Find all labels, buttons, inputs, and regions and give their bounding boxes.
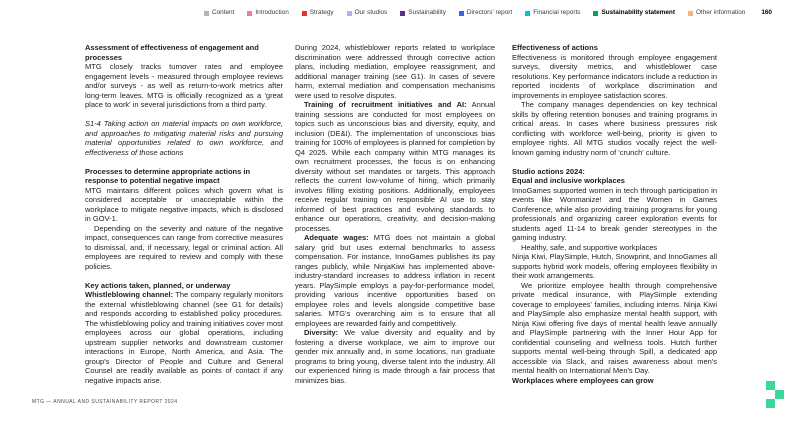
column-2 xyxy=(295,43,495,385)
nav-item-sustainability[interactable] xyxy=(400,9,446,17)
nav-item-label: Sustainability statement xyxy=(601,9,675,16)
paragraph-text: The company regularly monitors the external whistleblowing channel (see G1 for details) and responds according to established policy procedures. The whistleblowing policy and training initiatives cover most employees across our global operations, including upstream supplier networks and downstream customer interactions in Europe, North America, and Asia. The group's Director of People and Culture and General Counsel are readily available as points of contact if any negative impacts arise. xyxy=(85,290,284,385)
run-in-heading: Whistleblowing channel: xyxy=(85,290,174,299)
sustainability-statement-color-square xyxy=(593,11,598,16)
paragraph: Ninja Kiwi, PlaySimple, Hutch, Snowprint, and InnoGames all supports hybrid work models, offering employees flexibility in their work arrangements. xyxy=(512,252,717,280)
sub-heading: Equal and inclusive workplaces xyxy=(512,176,625,185)
nav-item-introduction[interactable] xyxy=(247,9,288,17)
directors-report-color-square xyxy=(459,11,464,16)
paragraph-text: We value diversity and equality and by fostering a diverse workplace, we aim to improve our gender mix annually and, in some locations, run graduate programs to bring young, diverse talent into the industry. All our experienced hiring is made through a fair process that minimizes bias. xyxy=(295,328,495,385)
nav-item-directors-report[interactable] xyxy=(459,9,512,17)
nav-item-label: Our studios xyxy=(354,9,388,16)
paragraph xyxy=(295,100,495,233)
nav-item-content[interactable] xyxy=(204,9,234,17)
section-heading: Assessment of effectiveness of engagement and processes xyxy=(85,43,259,62)
column-1 xyxy=(85,43,283,385)
nav-item-our-studios[interactable] xyxy=(347,9,388,17)
paragraph: MTG maintains different polices which govern what is considered acceptable or unacceptable within the workplace to mitigate negative impacts, which is disclosed in GOV-1. xyxy=(85,185,283,223)
introduction-color-square xyxy=(247,11,252,16)
paragraph xyxy=(85,290,283,385)
nav-item-other-information[interactable] xyxy=(688,9,745,17)
esrs-reference-note: S1-4 Taking action on material impacts on own workforce, and approaches to mitigating material risks and pursuing material opportunities related to own workforce, and effectiveness of those actions xyxy=(85,119,283,157)
mtg-pixel-logo xyxy=(766,381,784,408)
paragraph: Effectiveness is monitored through employee engagement surveys, diversity metrics, and whistleblower case resolutions. Key performance indicators include a reduction in reported incidents of workplace discrimination and improvements in employee satisfaction scores. xyxy=(512,52,717,100)
logo-pixel xyxy=(766,399,775,408)
nav-item-financial-reports[interactable] xyxy=(525,9,580,17)
section-heading: Studio actions 2024: xyxy=(512,166,585,176)
section-heading: Effectiveness of actions xyxy=(512,43,598,52)
nav-item-label: Introduction xyxy=(255,9,289,16)
run-in-heading: Training of recruitment initiatives and AI: xyxy=(304,100,467,109)
nav-item-label: Other information xyxy=(695,9,746,16)
sustainability-color-square xyxy=(400,11,405,16)
our-studios-color-square xyxy=(347,11,352,16)
page-number: 160 xyxy=(761,9,772,16)
logo-pixel xyxy=(775,390,784,399)
paragraph: We prioritize employee health through comprehensive private medical insurance, with PlaySimple extending coverage to employees' families, including interns. Ninja Kiwi and PlaySimple also emphasize mental health support, with Ninja Kiwi offering five days of mental health leave annually and PlaySimple partnering with the Inner Hour App for confidential counseling and wellness tools. Hutch further supports mental well-being through Spill, a dedicated app accessible via Slack, and raises awareness about men's mental health on International Men's Day. xyxy=(512,280,717,375)
paragraph-text: MTG does not maintain a global salary grid but uses external benchmarks to assess compensation. For instance, InnoGames publishes its pay ranges publicly, while NinjaKiwi has implemented above-industry-standard increases to address inflation in recent years. PlaySimple employs a pay-for-performance model, providing various incentive opportunities based on employee roles and levels alongside competitive base salaries. MTG's overarching aim is to ensure that all employees are rewarded fairly and competitively. xyxy=(295,233,495,328)
run-in-heading: Diversity: xyxy=(304,328,339,337)
paragraph-text: Annual training sessions are conducted for most employees on topics such as unconscious bias and diversity, equity, and inclusion (DE&I). The implementation of unconscious bias training for 100% of employees is planned for completion by Q4 2025. While each company within MTG manages its own recruitment processes, the focus is on enhancing diversity without set mandates or targets. This approach reflects the current low-volume of hiring, which primarily involves filling existing positions. Additionally, employees receive regular training on responsible AI use to stay informed of best practices and evolving standards to enhance our operations, creativity, and decision-making processes. xyxy=(295,100,495,233)
nav-item-label: Strategy xyxy=(309,9,334,16)
nav-item-label: Sustainability xyxy=(408,9,446,16)
section-heading: Key actions taken, planned, or underway xyxy=(85,280,231,290)
paragraph: MTG closely tracks turnover rates and employee engagement levels - measured through employee reviews and/or surveys - as well as return-to-work metrics after long-term leaves. MTG is officially recognized as a 'great place to work' in several jurisdictions from a third party. xyxy=(85,62,283,109)
paragraph: During 2024, whistleblower reports related to workplace discrimination were addressed through corrective action plans, including mediation, employee reassignment, and additional manager training (see G1). In cases of severe harm, external mediation and compensation mechanisms were used to resolve disputes. xyxy=(295,43,495,100)
nav-item-sustainability-statement[interactable] xyxy=(593,9,675,17)
paragraph xyxy=(295,328,495,385)
paragraph: The company manages dependencies on key technical skills by offering retention bonuses and training programs in critical areas. In cases where business pressures risk conflicting with workforce well-being, priority is given to employee rights. All MTG studios vocally reject the well-known gaming industry norm of 'crunch' culture. xyxy=(512,100,717,157)
other-information-color-square xyxy=(688,11,693,16)
footer-report-title: MTG — ANNUAL AND SUSTAINABILITY REPORT 2024 xyxy=(32,399,178,405)
column-3 xyxy=(512,43,717,385)
nav-item-strategy[interactable] xyxy=(302,9,334,17)
paragraph: Depending on the severity and nature of the negative impact, consequences can range from corrective measures to dismissal, and, if necessary, legal or criminal action. All employees are required to review and comply with these policies. xyxy=(85,223,283,271)
nav-item-label: Directors' report xyxy=(466,9,513,16)
sub-heading-line: Healthy, safe, and supportive workplaces xyxy=(521,242,658,252)
nav-item-label: Content xyxy=(211,9,235,16)
logo-pixel xyxy=(766,381,775,390)
financial-reports-color-square xyxy=(525,11,530,16)
run-in-heading: Adequate wages: xyxy=(304,233,369,242)
section-heading: Workplaces where employees can grow xyxy=(512,375,654,385)
paragraph: InnoGames supported women in tech through participation in events like Wonmanize! and the Women in Games Conference, while also providing training programs for young professionals and organizing career exploration events for students aged 11-14 to break gender stereotypes in the gaming industry. xyxy=(512,185,717,242)
strategy-color-square xyxy=(302,11,307,16)
nav-item-label: Financial reports xyxy=(533,9,581,16)
section-heading: Processes to determine appropriate actions in response to potential negative impact xyxy=(85,166,251,185)
top-navigation xyxy=(204,9,772,17)
content-color-square xyxy=(204,11,209,16)
paragraph xyxy=(295,233,495,328)
